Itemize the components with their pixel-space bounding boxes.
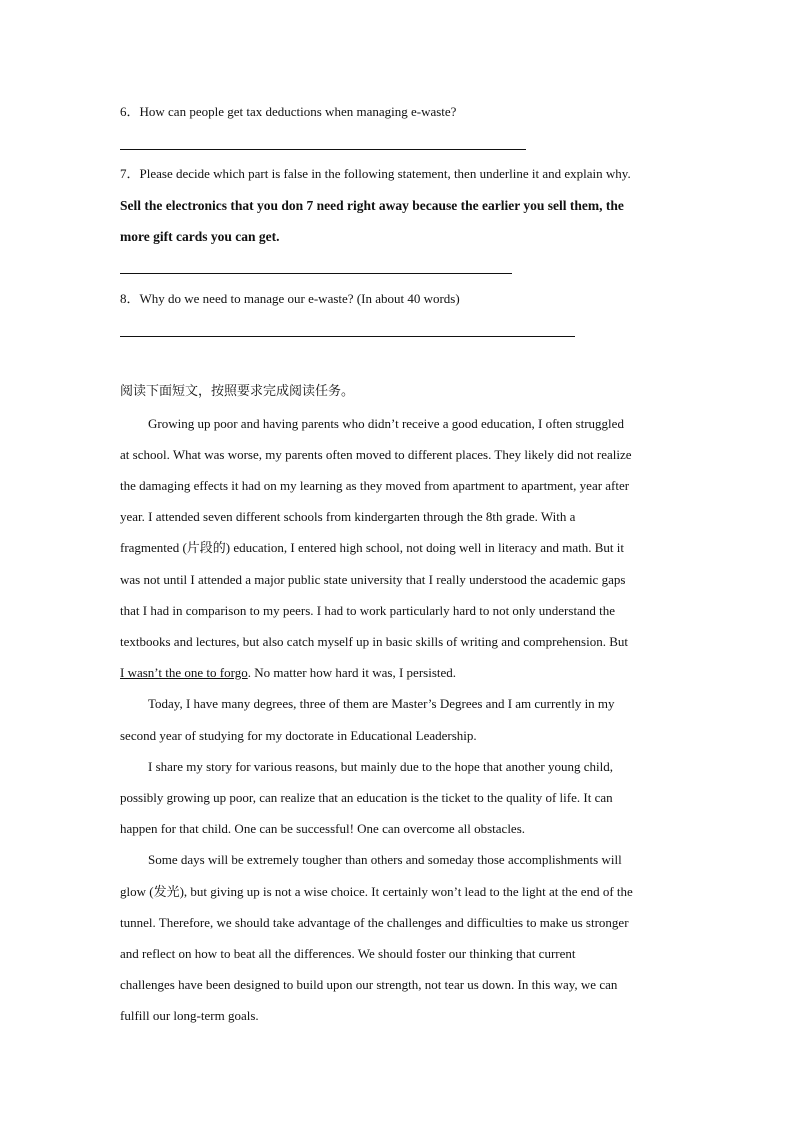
paragraph-1-line-3: the damaging effects it had on my learning as they moved from apartment to apartment, year after: [120, 478, 630, 493]
paragraph-1-line-2: at school. What was worse, my parents often moved to different places. They likely did not realize: [120, 447, 632, 462]
paragraph-4-line-3: tunnel. Therefore, we should take advantage of the challenges and difficulties to make us stronger: [120, 915, 629, 930]
paragraph-2-line-2: second year of studying for my doctorate in Educational Leadership.: [120, 728, 477, 743]
paragraph-1-line-6: was not until I attended a major public state university that I really understood the academic gaps: [120, 572, 626, 587]
paragraph-3-line-1: I share my story for various reasons, but mainly due to the hope that another young child,: [148, 759, 614, 774]
answer-line-6[interactable]: [120, 149, 526, 150]
paragraph-3-line-3: happen for that child. One can be successful! One can overcome all obstacles.: [120, 821, 526, 836]
answer-line-8[interactable]: [120, 336, 575, 337]
paragraph-4-line-5: challenges have been designed to build upon our strength, not tear us down. In this way, we can: [120, 977, 618, 992]
paragraph-1-line-8: textbooks and lectures, but also catch myself up in basic skills of writing and comprehension. But: [120, 634, 628, 649]
answer-line-7[interactable]: [120, 273, 512, 274]
paragraph-4-line-6: fulfill our long-term goals.: [120, 1008, 259, 1023]
question-6: 6．How can people get tax deductions when managing e-waste?: [120, 104, 457, 119]
question-7-statement-line-2: more gift cards you can get.: [120, 229, 280, 244]
paragraph-3-line-2: possibly growing up poor, can realize that an education is the ticket to the quality of life. It can: [120, 790, 613, 805]
question-8: 8．Why do we need to manage our e-waste? (In about 40 words): [120, 291, 460, 306]
question-7: 7．Please decide which part is false in the following statement, then underline it and explain why.: [120, 166, 631, 181]
underlined-phrase: I wasn’t the one to forgo: [120, 665, 248, 680]
question-7-statement-line-1: Sell the electronics that you don 7 need right away because the earlier you sell them, the: [120, 198, 624, 213]
paragraph-1-line-1: Growing up poor and having parents who didn’t receive a good education, I often struggled: [148, 416, 624, 431]
paragraph-1-line-9: [120, 665, 456, 681]
paragraph-1-line-7: that I had in comparison to my peers. I had to work particularly hard to not only understand the: [120, 603, 615, 618]
paragraph-1-line-4: year. I attended seven different schools from kindergarten through the 8th grade. With a: [120, 509, 576, 524]
paragraph-2-line-1: Today, I have many degrees, three of them are Master’s Degrees and I am currently in my: [148, 696, 615, 711]
paragraph-1-line-9-rest: . No matter how hard it was, I persisted.: [247, 665, 457, 680]
paragraph-1-line-5: fragmented (片段的) education, I entered high school, not doing well in literacy and math. But it: [120, 540, 624, 555]
paragraph-4-line-1: Some days will be extremely tougher than others and someday those accomplishments will: [148, 852, 622, 867]
paragraph-4-line-4: and reflect on how to beat all the differences. We should foster our thinking that current: [120, 946, 576, 961]
reading-instruction: 阅读下面短文，按照要求完成阅读任务。: [120, 384, 355, 399]
paragraph-4-line-2: glow (发光), but giving up is not a wise choice. It certainly won’t lead to the light at the end of the: [120, 884, 633, 899]
